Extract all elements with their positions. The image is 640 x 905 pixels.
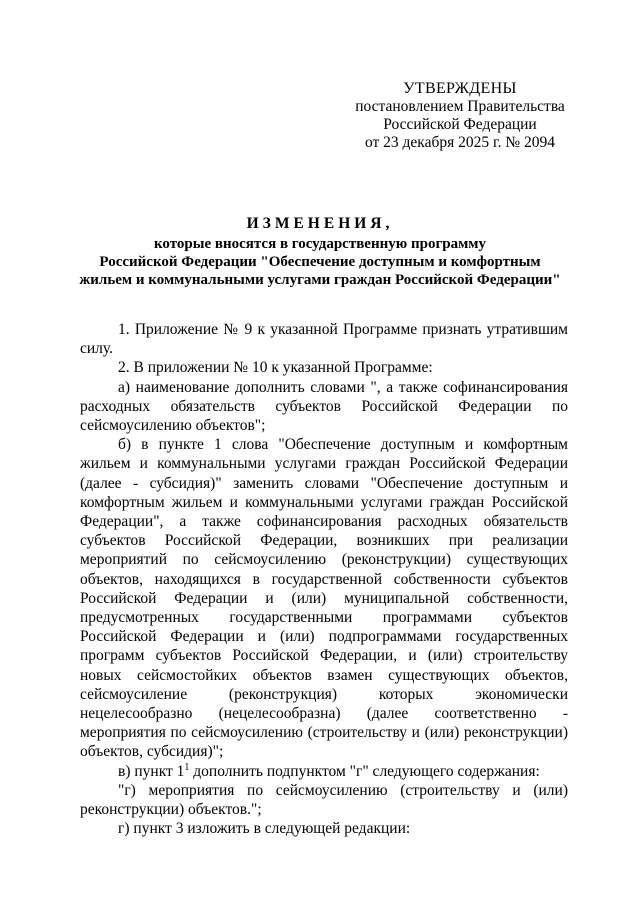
paragraph-1: 1. Приложение № 9 к указанной Программе признать утратившим силу.	[80, 321, 568, 358]
paragraph-7: г) пункт 3 изложить в следующей редакции:	[118, 820, 411, 838]
subtitle-line-3: жильем и коммунальными услугами граждан Российской Федерации"	[79, 272, 561, 288]
paragraph-6: "г) мероприятия по сейсмоусилению (строительству и (или) реконструкции) объектов.";	[80, 781, 568, 819]
approval-block	[340, 80, 580, 152]
document-title: ИЗМЕНЕНИЯ,	[246, 215, 394, 232]
paragraph-3: а) наименование дополнить словами ", а также софинансирования расходных обязательств субъектов Российской Федерации по сейсмоусилению объектов";	[80, 378, 568, 435]
document-body	[80, 320, 568, 838]
approval-title: УТВЕРЖДЕНЫ	[403, 80, 517, 97]
subtitle-line-1: которые вносятся в государственную программу	[153, 236, 487, 252]
paragraph-4: б) в пункте 1 слова "Обеспечение доступным и комфортным жильем и коммунальными услугами граждан Российской Федерации (далее - субсидия)" заменить словами "Обеспечение доступным и комфортным жильем и коммунальными услугами граждан Российской Федерации", а также софинансирования расходных обязательств субъектов Российской Федерации, возникших при реализации мероприятий по сейсмоусилению (реконструкции) существующих объектов, находящихся в государственной собственности субъектов Российской Федерации и (или) муниципальной собственности, предусмотренных государственными программами субъектов Российской Федерации и (или) подпрограммами государственных программ субъектов Российской Федерации, и (или) строительству новых сейсмостойких объектов взамен существующих объектов, сейсмоусиление (реконструкция) которых экономически нецелесообразно (нецелесообразна) (далее соответственно - мероприятия по сейсмоусилению (строительству и (или) реконструкции) объектов, субсидия)";	[80, 436, 568, 761]
approval-line-3: от 23 декабря 2025 г. № 2094	[364, 134, 556, 151]
approval-line-2: Российской Федерации	[383, 116, 537, 133]
document-subtitle	[60, 235, 580, 289]
paragraph-5-start: в) пункт 1	[118, 762, 185, 780]
superscript-1: 1	[184, 761, 190, 773]
paragraph-2: 2. В приложении № 10 к указанной Программе:	[118, 359, 433, 377]
approval-line-1: постановлением Правительства	[355, 98, 565, 115]
paragraph-5	[80, 762, 568, 781]
subtitle-line-2: Российской Федерации "Обеспечение доступным и комфортным	[99, 254, 541, 270]
paragraph-5-end: дополнить подпунктом "г" следующего содержания:	[189, 762, 540, 780]
